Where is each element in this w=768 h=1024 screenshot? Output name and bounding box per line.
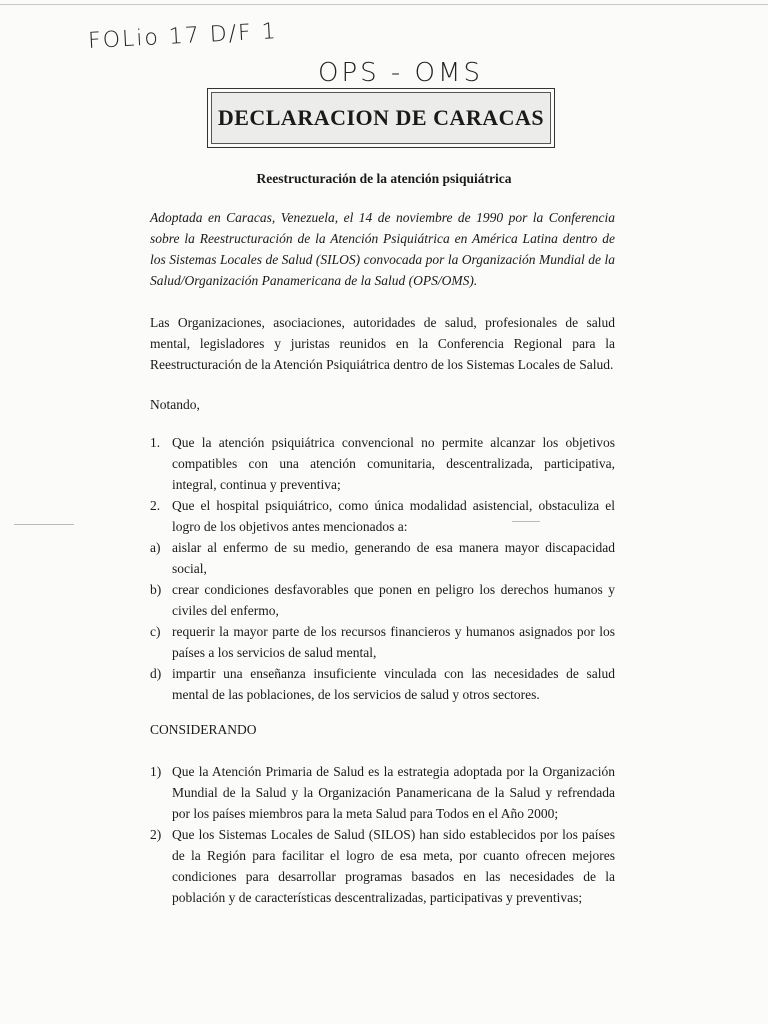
list-text: Que los Sistemas Locales de Salud (SILOS) han sido establecidos por los países de la Región para facilitar el logro de esa meta, por cuanto ofrecen mejores condiciones para desarrollar programas basados en las necesidades de la población y de características descentralizadas, participativas y preventivas; — [172, 827, 615, 905]
list-marker: b) — [150, 582, 162, 597]
list-marker: a) — [150, 540, 161, 555]
considerando-heading: CONSIDERANDO — [150, 722, 257, 737]
adoption-paragraph: Adoptada en Caracas, Venezuela, el 14 de noviembre de 1990 por la Conferencia sobre la Reestructuración de la Atención Psiquiátrica en América Latina dentro de los Sistemas Locales de Salud (SILOS) convocada por la Organización Mundial de la Salud/Organización Panamericana de la Salud (OPS/OMS). — [150, 210, 615, 288]
list-text: impartir una enseñanza insuficiente vinculada con las necesidades de salud mental de las poblaciones, de los servicios de salud y otros sectores. — [172, 666, 615, 702]
list-text: Que la atención psiquiátrica convencional no permite alcanzar los objetivos compatibles con una atención comunitaria, descentralizada, participativa, integral, continua y preventiva; — [172, 435, 615, 492]
list-item — [150, 824, 615, 908]
list-text: aislar al enfermo de su medio, generando de esa manera mayor discapacidad social, — [172, 540, 615, 576]
list-item — [150, 537, 615, 579]
notando-list — [150, 432, 615, 705]
list-marker: 1) — [150, 764, 162, 779]
list-marker: 1. — [150, 435, 161, 450]
list-marker: d) — [150, 666, 162, 681]
list-item — [150, 663, 615, 705]
list-item — [150, 621, 615, 663]
list-marker: 2. — [150, 498, 161, 513]
list-text: Que el hospital psiquiátrico, como única modalidad asistencial, obstaculiza el logro de los objetivos antes mencionados a: — [172, 498, 615, 534]
list-text: Que la Atención Primaria de Salud es la estrategia adoptada por la Organización Mundial de la Salud y la Organización Panamericana de la Salud y refrendada por los países miembros para la meta Salud para Todos en el Año 2000; — [172, 764, 615, 821]
considerando-list — [150, 761, 615, 908]
handwritten-org-note: OPS - OMS — [318, 58, 483, 88]
document-subtitle: Reestructuración de la atención psiquiátrica — [256, 171, 512, 186]
scan-top-edge — [0, 4, 768, 5]
list-marker: c) — [150, 624, 161, 639]
document-title-box — [207, 88, 555, 148]
scan-artifact — [14, 524, 74, 525]
list-text: requerir la mayor parte de los recursos financieros y humanos asignados por los países a los servicios de salud mental, — [172, 624, 615, 660]
list-marker: 2) — [150, 827, 162, 842]
list-item — [150, 432, 615, 495]
notando-heading: Notando, — [150, 397, 200, 412]
participants-paragraph: Las Organizaciones, asociaciones, autoridades de salud, profesionales de salud mental, legisladores y juristas reunidos en la Conferencia Regional para la Reestructuración de la Atención Psiquiátrica dentro de los Sistemas Locales de Salud. — [150, 315, 615, 372]
list-item — [150, 495, 615, 537]
document-title: DECLARACION DE CARACAS — [217, 105, 545, 130]
list-item — [150, 761, 615, 824]
list-text: crear condiciones desfavorables que ponen en peligro los derechos humanos y civiles del enfermo, — [172, 582, 615, 618]
handwritten-folio-note: FOLio 17 D/F 1 — [87, 19, 279, 54]
scan-artifact — [512, 521, 540, 522]
list-item — [150, 579, 615, 621]
